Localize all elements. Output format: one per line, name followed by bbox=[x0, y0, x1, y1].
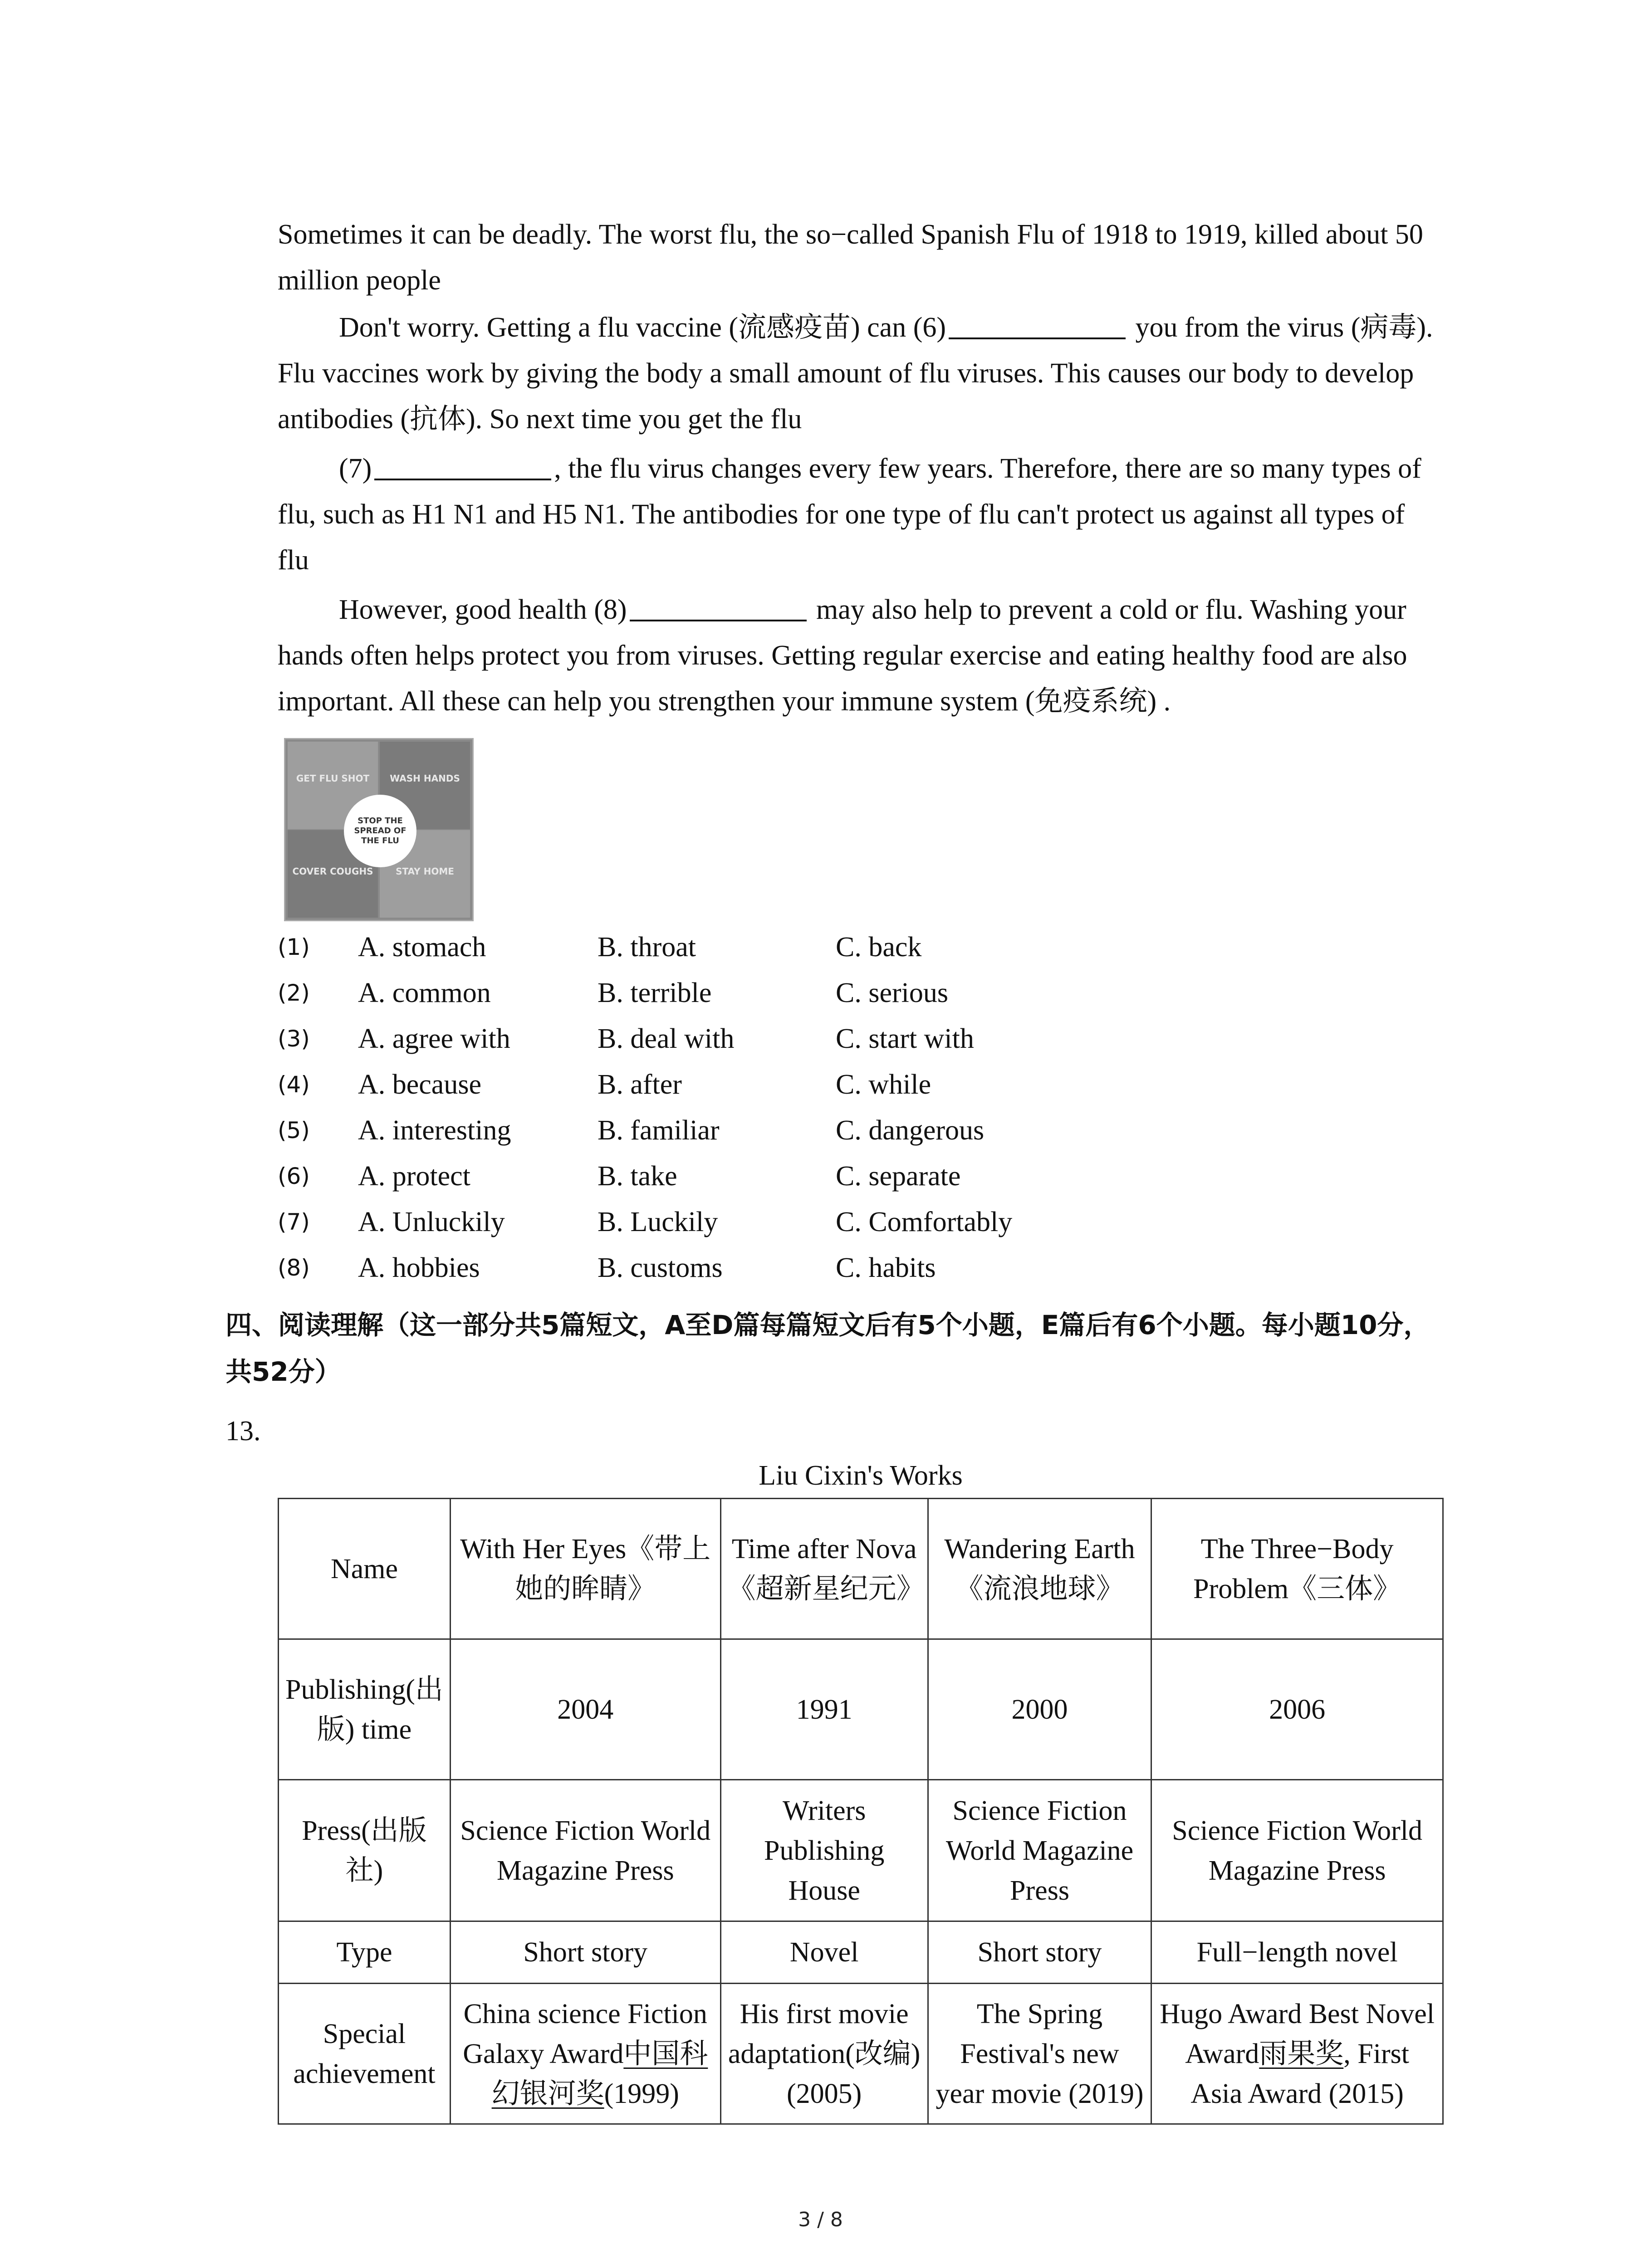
table-cell: 2004 bbox=[450, 1639, 720, 1780]
passage-paragraph-0: Sometimes it can be deadly. The worst flu, the so−called Spanish Flu of 1918 to 1919, killed about 50 million people bbox=[278, 219, 1423, 296]
passage-paragraph-2: (7) , the flu virus changes every few years. Therefore, there are so many types of flu, such as H1 N1 and H5 N1. The antibodies for one type of flu can't protect us against all types of flu bbox=[278, 453, 1421, 576]
table-cell: His first movie adaptation(改编)(2005) bbox=[720, 1984, 928, 2124]
document-page: Sometimes it can be deadly. The worst flu, the so−called Spanish Flu of 1918 to 1919, killed about 50 million people Don't worry. Getting a flu vaccine (流感疫苗) can (6) you from the virus (病毒). Flu vaccines work by giving the body a small amount of flu viruses. This causes our body to develop antibodies (抗体). So next time you get the flu (7) , the flu virus changes every few years. Therefore, there are so many types of flu, such as H1 N1 and H5 N1. The antibodies for one type of flu can't protect us against all types of flu However, good health (8) may also help to prevent a cold or flu. Washing your hands often helps protect you from viruses. Getting regular exercise and eating healthy food are also important. All these can help you strengthen your immune system (免疫系统) . GET FLU SHOT WASH HANDS COVER COUGHS STAY HOME STOP THE SPREAD OF THE FLU (1) A. stomach B. throat C. back (2) A. common B. terrible C. serious (3) A. agree with B. deal with C. start with (4) A. because B. after C. while (5) A. interesting B. familiar C. dangerous (6) A. protect B. take C. separate (7) A. Unluckily B. Luckily C. Comfortably (8) A. hobbies B. customs C. habits 四、阅读理解（这一部分共5篇短文，A至D篇每篇短文后有5个小题，E篇后有6个小题。每小题10分，共52分） 13. Liu Cixin's Works Name With Her Eyes《带上她的眸睛》 Time after Nova《超新星纪元》 Wandering Earth《流浪地球》 The Three−Body Problem《三体》 Publishing(出版) time 2004 1991 2000 2006 Press(出版社) Science Fiction World Magazine Press Writers Publishing House Science Fiction World Magazine Press Science Fiction World Magazine Press Type Short story Novel Short story Full−length novel Special achievement China science Fiction Galaxy Award中国科幻银河奖(1999) His first movie adaptation(改编)(2005) The Spring Festival's new year movie (2019) Hugo Award Best Novel Award雨果奖, First Asia Award (2015) 3 / 8 bbox=[0, 0, 1641, 2268]
table-cell: Name bbox=[279, 1499, 451, 1639]
table-cell: The Three−Body Problem《三体》 bbox=[1151, 1499, 1443, 1639]
section-heading: 四、阅读理解（这一部分共5篇短文，A至D篇每篇短文后有5个小题，E篇后有6个小题。每小题10分，共52分） bbox=[225, 1310, 1430, 1387]
page-number: 3 / 8 bbox=[798, 2208, 843, 2231]
table-cell: Type bbox=[279, 1921, 451, 1984]
stop-spread-circle: STOP THE SPREAD OF THE FLU bbox=[344, 795, 416, 867]
award-name-underlined: 中国科幻银河奖 bbox=[491, 2038, 708, 2109]
table-cell: 2000 bbox=[928, 1639, 1151, 1780]
table-cell: Hugo Award Best Novel Award雨果奖, First Asia Award (2015) bbox=[1151, 1984, 1443, 2124]
table-cell: Special achievement bbox=[279, 1984, 451, 2124]
passage bbox=[278, 212, 1439, 724]
table-cell: 2006 bbox=[1151, 1639, 1443, 1780]
table-cell: China science Fiction Galaxy Award中国科幻银河奖(1999) bbox=[450, 1984, 720, 2124]
table-cell: Full−length novel bbox=[1151, 1921, 1443, 1984]
passage-paragraph-1: Don't worry. Getting a flu vaccine (流感疫苗) can (6) you from the virus (病毒). Flu vaccines work by giving the body a small amount of flu viruses. This causes our body to develop antibodies (抗体). So next time you get the flu bbox=[278, 312, 1433, 435]
answer-blank-6 bbox=[949, 311, 1126, 339]
wash-hands-quadrant: WASH HANDS bbox=[380, 742, 470, 829]
table-cell: 1991 bbox=[720, 1639, 928, 1780]
table-row bbox=[279, 1639, 1443, 1780]
answer-blank-7 bbox=[374, 452, 551, 480]
question-number: 13. bbox=[225, 1416, 261, 1447]
table-cell: Short story bbox=[928, 1921, 1151, 1984]
table-cell: Publishing(出版) time bbox=[279, 1639, 451, 1780]
cover-coughs-quadrant: COVER COUGHS bbox=[288, 830, 378, 918]
table-cell: Science Fiction World Magazine Press bbox=[450, 1780, 720, 1921]
table-row bbox=[279, 1499, 1443, 1639]
award-name-underlined: 雨果奖 bbox=[1259, 2038, 1344, 2069]
stay-home-quadrant: STAY HOME bbox=[380, 830, 470, 918]
table-cell: Time after Nova《超新星纪元》 bbox=[720, 1499, 928, 1639]
answer-blank-8 bbox=[630, 593, 807, 621]
flu-prevention-image bbox=[284, 738, 474, 921]
passage-paragraph-3: However, good health (8) may also help to prevent a cold or flu. Washing your hands often helps protect you from viruses. Getting regular exercise and eating healthy food are also important. All these can help you strengthen your immune system (免疫系统) . bbox=[278, 594, 1407, 717]
table-cell: With Her Eyes《带上她的眸睛》 bbox=[450, 1499, 720, 1639]
flu-shot-quadrant: GET FLU SHOT bbox=[288, 742, 378, 829]
table-cell: Science Fiction World Magazine Press bbox=[1151, 1780, 1443, 1921]
works-table bbox=[278, 1498, 1444, 2125]
table-cell: Short story bbox=[450, 1921, 720, 1984]
table-cell: Wandering Earth《流浪地球》 bbox=[928, 1499, 1151, 1639]
table-cell: The Spring Festival's new year movie (2019) bbox=[928, 1984, 1151, 2124]
table-row bbox=[279, 1984, 1443, 2124]
table-cell: Novel bbox=[720, 1921, 928, 1984]
table-cell: Science Fiction World Magazine Press bbox=[928, 1780, 1151, 1921]
table-row bbox=[279, 1780, 1443, 1921]
table-row bbox=[279, 1921, 1443, 1984]
table-cell: Press(出版社) bbox=[279, 1780, 451, 1921]
table-title: Liu Cixin's Works bbox=[759, 1460, 963, 1491]
table-cell: Writers Publishing House bbox=[720, 1780, 928, 1921]
